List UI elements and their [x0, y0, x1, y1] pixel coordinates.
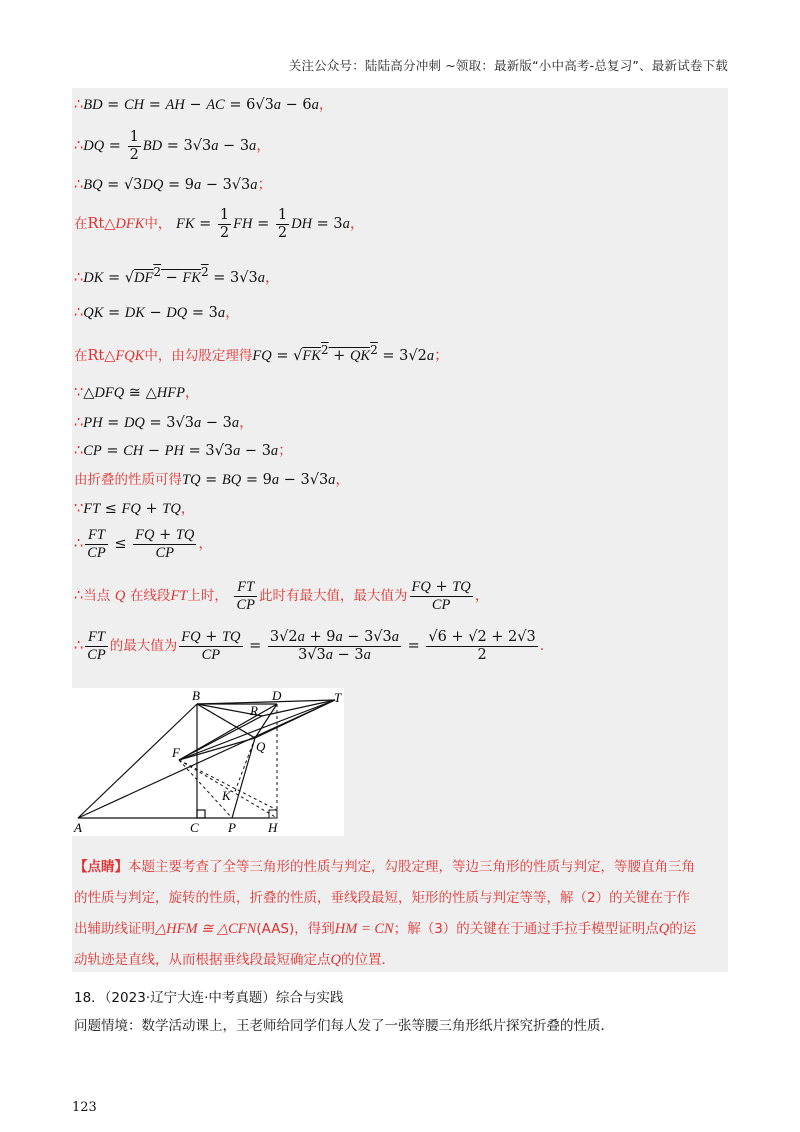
label-K: K [222, 788, 231, 803]
label-F: F [172, 745, 180, 760]
page-header: 关注公众号：陆陆高分冲刺 ~领取：最新版“小中高考-总复习”、最新试卷下载 [288, 58, 728, 73]
step-7: 在Rt△FQK中，由勾股定理得FQ = $√FK^2 + QK^2 = 3√2a$； [74, 343, 449, 364]
step-12: ∵FT ≤ FQ + TQ， [74, 501, 196, 517]
page-number: 123 [72, 1100, 97, 1115]
label-C: C [190, 820, 199, 835]
key-point-note [74, 852, 726, 976]
label-P: P [228, 820, 236, 835]
question-context: 问题情境：数学活动课上，王老师给同学们每人发了一张等腰三角形纸片探究折叠的性质． [74, 1018, 614, 1034]
label-Q: Q [256, 739, 266, 754]
question-title: 18．（2023·辽宁大连·中考真题）综合与实践 [74, 990, 344, 1006]
step-8: ∵△DFQ ≅ △HFP， [74, 385, 200, 401]
step-1: ∴BD = CH = AH − AC = 6√3a − 6a， [74, 97, 334, 113]
note-line-1: 【点睛】本题主要考查了全等三角形的性质与判定，勾股定理，等边三角形的性质与判定，等腰直角三角 [74, 859, 695, 875]
geometry-figure [72, 688, 344, 836]
label-R: R [250, 703, 258, 718]
note-line-3: 出辅助线证明△HFM ≅ △CFN(AAS)，得到HM = CN；解（3）的关键在于通过手拉手模型证明点Q的运 [74, 921, 697, 937]
note-line-4: 动轨迹是直线，从而根据垂线段最短确定点Q的位置． [74, 952, 395, 968]
step-2: ∴DQ = $\frac{1}{2}$ BD = 3√3a − 3a， [74, 129, 271, 163]
step-13: ∴ $\frac{FT}{CP}$ ≤ $\frac{FQ + TQ}{CP}$ ， [74, 527, 213, 561]
step-5: ∴DK = $√DF^2 - FK^2 = 3√3a$， [74, 265, 280, 286]
step-4: 在Rt△DFK中， FK = $\frac{1}{2}$ FH = $\frac{1}{2}$ DH = 3a， [74, 207, 365, 241]
label-A: A [74, 820, 82, 835]
step-14: ∴当点 Q 在线段FT上时， $\frac{FT}{CP}$ 此时有最大值，最大值为 $\frac{FQ + TQ}{CP}$ ， [74, 579, 490, 613]
note-tag: 【点睛】 [74, 859, 128, 875]
step-9: ∴PH = DQ = 3√3a − 3a， [74, 415, 254, 431]
step-3: ∴BQ = √3DQ = 9a − 3√3a； [74, 177, 273, 193]
step-10: ∴CP = CH − PH = 3√3a − 3a； [74, 443, 293, 459]
step-11: 由折叠的性质可得TQ = BQ = 9a − 3√3a， [74, 472, 350, 488]
label-B: B [192, 688, 200, 703]
step-15: ∴ $\frac{FT}{CP}$ 的最大值为 $\frac{FQ + TQ}{CP}$ = $\frac{3√2a + 9a - 3√3a}{3√3a - 3a}$ = $\frac{√6 + √2 + 2√3}{2}$ ． [74, 629, 555, 663]
label-D: D [272, 688, 282, 703]
label-H: H [268, 820, 278, 835]
note-line-2: 的性质与判定，旋转的性质，折叠的性质，垂线段最短，矩形的性质与判定等等，解（2）的关键在于作 [74, 890, 691, 906]
step-6: ∴QK = DK − DQ = 3a， [74, 305, 240, 321]
label-T: T [334, 690, 342, 705]
